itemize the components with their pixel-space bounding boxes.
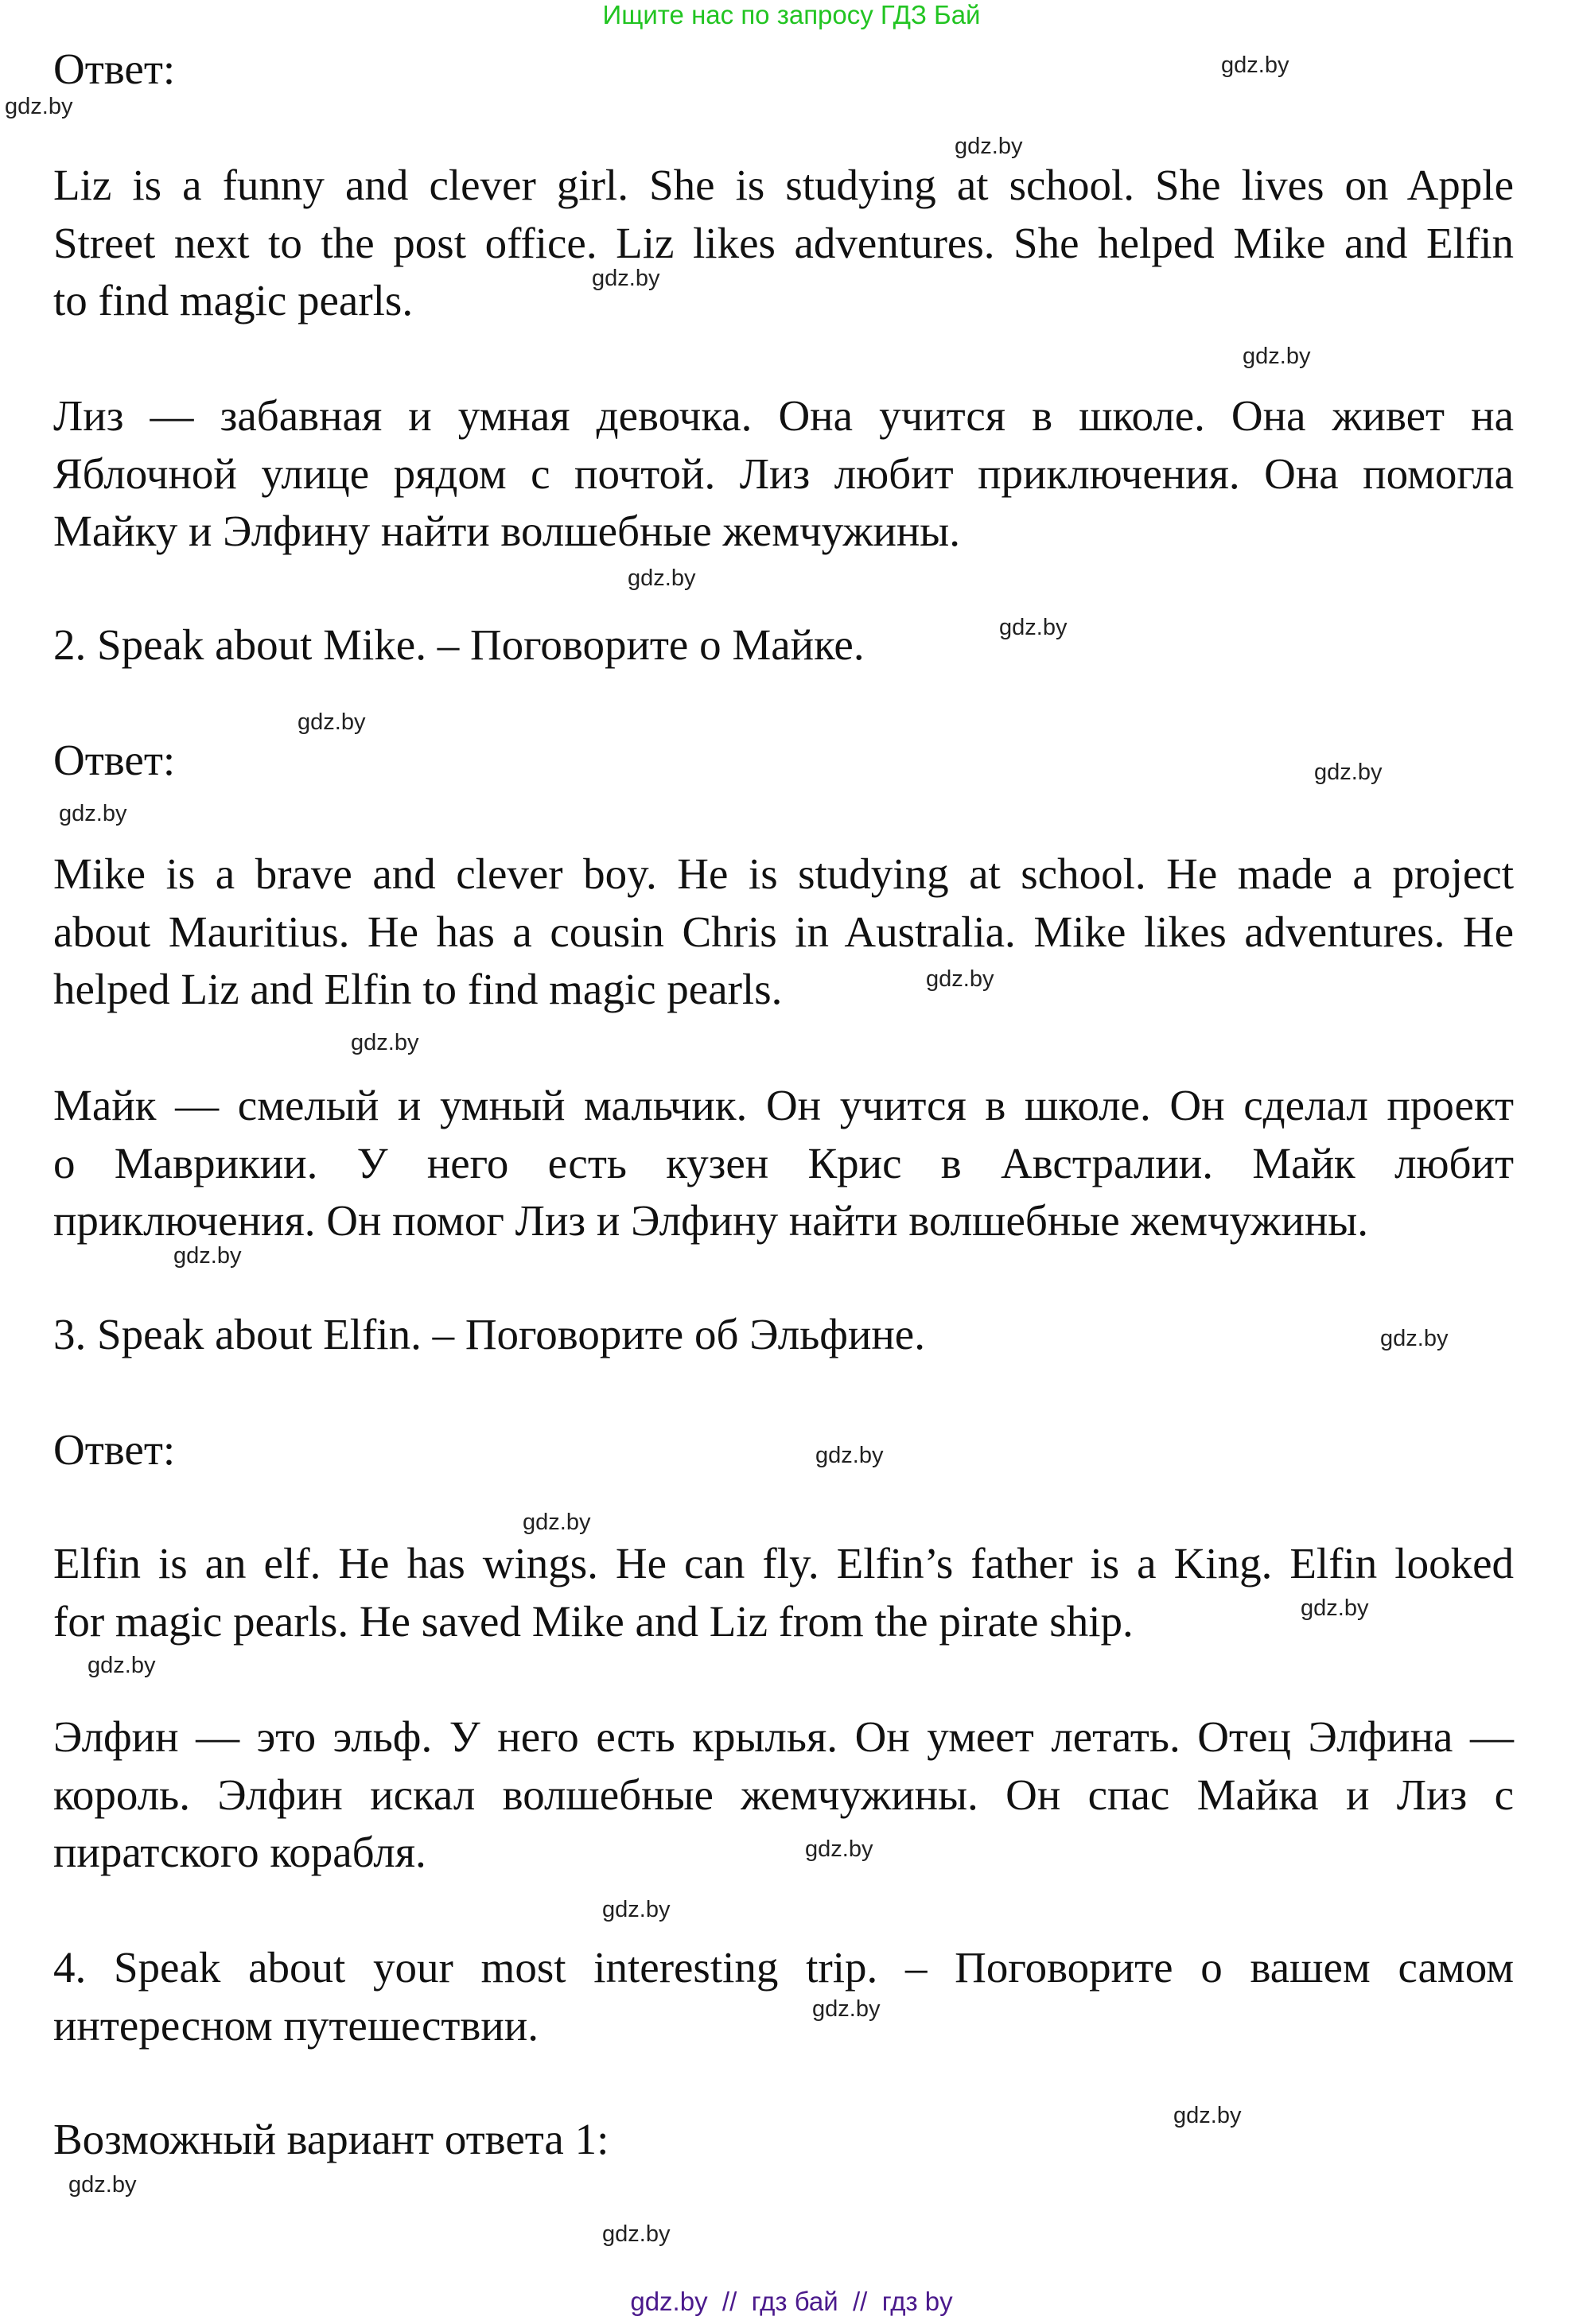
elfin-english-paragraph [53,1535,1514,1650]
variant-1-label: Возможный вариант ответа 1: [53,2115,609,2163]
watermark: gdz.by [68,2172,137,2198]
text-line: about Mauritius. He has a cousin Chris in Australia. Mike likes adventures. He [53,907,1514,956]
watermark: gdz.by [926,966,994,992]
watermark: gdz.by [523,1510,591,1535]
text-line: Liz is a funny and clever girl. She is studying at school. She lives on Apple [53,161,1514,209]
watermark: gdz.by [955,134,1023,159]
text-line: король. Элфин искал волшебные жемчужины. Он спас Майка и Лиз с [53,1770,1514,1819]
watermark: gdz.by [1221,52,1289,78]
search-banner[interactable]: Ищите нас по запросу ГДЗ Бай [602,0,981,29]
watermark: gdz.by [815,1443,884,1468]
watermark: gdz.by [812,1996,881,2022]
liz-russian-paragraph [53,387,1514,561]
watermark: gdz.by [602,2221,671,2247]
text-line: to find magic pearls. [53,276,414,325]
text-line: Элфин — это эльф. У него есть крылья. Он умеет летать. Отец Элфина — [53,1712,1514,1761]
text-line: Elfin is an elf. He has wings. He can fly. Elfin’s father is a King. Elfin looked [53,1539,1514,1588]
watermark: gdz.by [59,801,127,826]
separator: // [853,2287,868,2316]
text-line: for magic pearls. He saved Mike and Liz from the pirate ship. [53,1596,1134,1646]
footer-link-gdz-bai[interactable]: гдз бай [751,2287,838,2316]
text-line: Майк — смелый и умный мальчик. Он учится в школе. Он сделал проект [53,1081,1514,1129]
footer-links [0,2286,1583,2318]
watermark: gdz.by [602,1897,671,1922]
liz-english-paragraph [53,157,1514,330]
watermark: gdz.by [88,1653,156,1678]
footer-link-gdz-by-ru[interactable]: гдз by [881,2287,953,2316]
answer-label-1: Ответ: [53,45,176,93]
footer-link-gdz-by[interactable]: gdz.by [630,2287,708,2316]
text-line: интересном путешествии. [53,2000,539,2050]
question-2: 2. Speak about Mike. – Поговорите о Майке. [53,620,865,669]
elfin-russian-paragraph [53,1708,1514,1882]
separator: // [721,2287,737,2316]
text-line: Mike is a brave and clever boy. He is studying at school. He made a project [53,849,1514,898]
mike-english-paragraph [53,845,1514,1019]
text-line: Лиз — забавная и умная девочка. Она учится в школе. Она живет на [53,391,1514,440]
text-line: Яблочной улице рядом с почтой. Лиз любит приключения. Она помогла [53,449,1514,498]
answer-label-3: Ответ: [53,1425,176,1474]
watermark: gdz.by [5,94,73,119]
text-line: приключения. Он помог Лиз и Элфину найти волшебные жемчужины. [53,1196,1368,1245]
text-line: Street next to the post office. Liz likes adventures. She helped Mike and Elfin [53,218,1514,267]
watermark: gdz.by [1380,1326,1449,1351]
question-4 [53,1939,1514,2054]
watermark: gdz.by [1301,1595,1369,1621]
watermark: gdz.by [1314,760,1383,785]
watermark: gdz.by [999,615,1068,640]
watermark: gdz.by [628,565,696,591]
watermark: gdz.by [173,1243,242,1269]
text-line: о Маврикии. У него есть кузен Крис в Австралии. Майк любит [53,1138,1514,1187]
watermark: gdz.by [351,1030,419,1055]
watermark: gdz.by [592,266,660,291]
question-3: 3. Speak about Elfin. – Поговорите об Эльфине. [53,1310,925,1358]
text-line: Майку и Элфину найти волшебные жемчужины. [53,507,961,555]
text-line: пиратского корабля. [53,1828,426,1876]
text-line: 4. Speak about your most interesting trip. – Поговорите о вашем самом [53,1943,1514,1992]
watermark: gdz.by [805,1836,873,1862]
text-line: helped Liz and Elfin to find magic pearls. [53,965,783,1013]
watermark: gdz.by [298,709,366,735]
watermark: gdz.by [1243,344,1311,369]
mike-russian-paragraph [53,1077,1514,1250]
watermark: gdz.by [1173,2103,1242,2128]
answer-label-2: Ответ: [53,736,176,784]
